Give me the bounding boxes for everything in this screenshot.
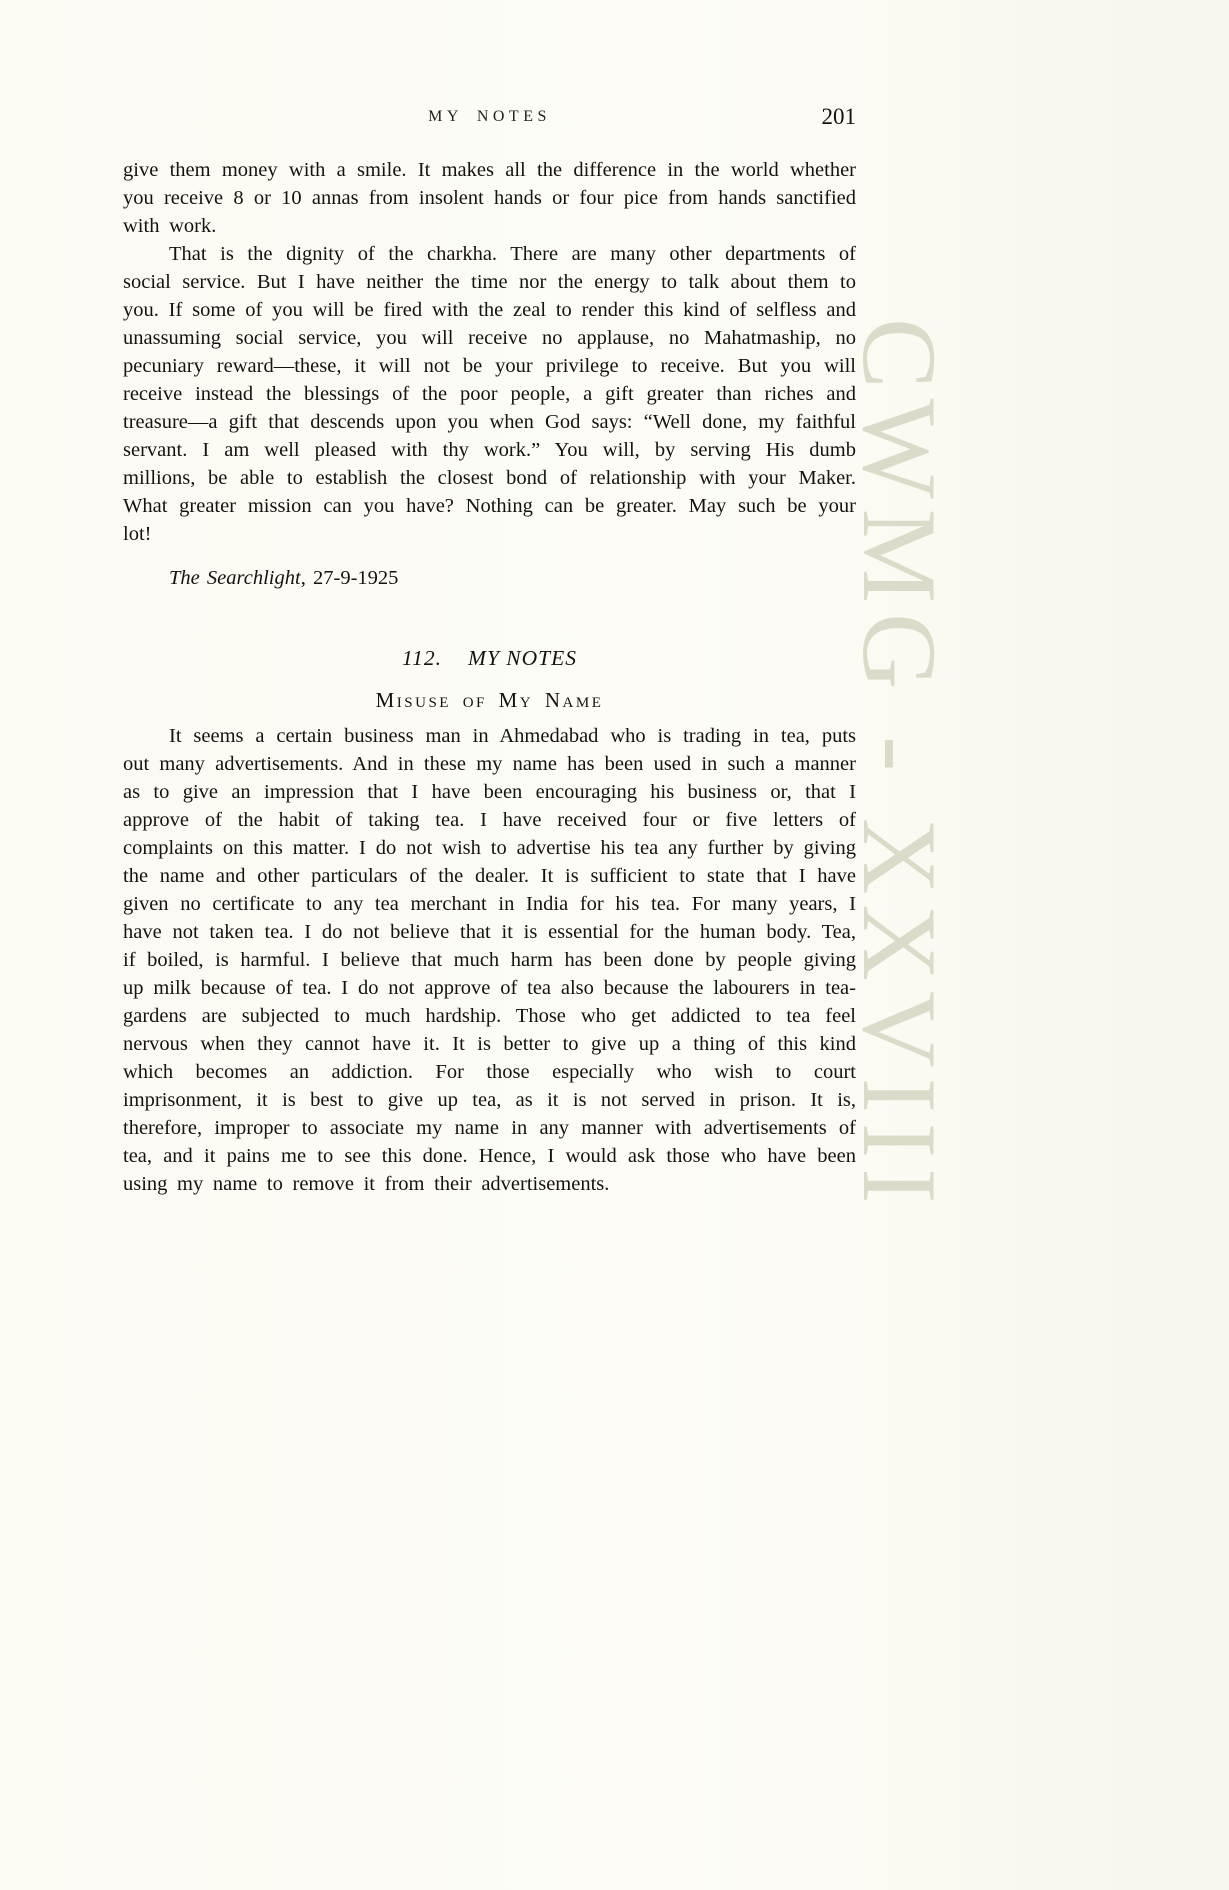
section-number: 112. [402, 646, 443, 670]
running-title: MY NOTES [428, 108, 551, 125]
page-content [123, 104, 856, 1198]
section-title: MY NOTES [468, 646, 577, 670]
page-body [123, 156, 856, 1198]
citation [123, 564, 856, 592]
page-number: 201 [821, 104, 856, 129]
section-subheading: Misuse of My Name [375, 688, 604, 712]
citation-date: , 27-9-1925 [300, 567, 399, 589]
paragraph-misuse-of-name: It seems a certain business man in Ahmedabad who is trading in tea, puts out many advertisements. And in these my name has been used in such a manner as to give an impression that I have been encouraging his business or, that I approve of the habit of taking tea. I have received four or five letters of complaints on this matter. I do not wish to advertise his tea any further by giving the name and other particulars of the dealer. It is sufficient to state that I have given no certificate to any tea merchant in India for his tea. For many years, I have not taken tea. I do not believe that it is essential for the human body. Tea, if boiled, is harmful. I believe that much harm has been done by people giving up milk because of tea. I do not approve of tea also because the labourers in tea-gardens are subjected to much hardship. Those who get addicted to tea feel nervous when they cannot have it. It is better to give up a thing of this kind which becomes an addiction. For those especially who wish to court imprisonment, it is best to give up tea, as it is not served in prison. It is, therefore, improper to associate my name in any manner with advertisements of tea, and it pains me to see this done. Hence, I would ask those who have been using my name to remove it from their advertisements. [123, 725, 856, 1195]
section-heading [123, 646, 856, 671]
volume-watermark: CWMG - XXVIII [841, 318, 958, 1214]
citation-source: The Searchlight [169, 567, 301, 589]
page-header [123, 104, 856, 138]
paragraph-continuation: give them money with a smile. It makes all the difference in the world whether you receive 8 or 10 annas from insolent hands or four pice from hands sanctified with work. [123, 159, 856, 237]
paragraph-charkha: That is the dignity of the charkha. There are many other departments of social service. But I have neither the time nor the energy to talk about them to you. If some of you will be fired with the zeal to render this kind of selfless and unassuming social service, you will receive no applause, no Mahatmaship, no pecuniary reward—these, it will not be your privilege to receive. But you will receive instead the blessings of the poor people, a gift greater than riches and treasure—a gift that descends upon you when God says: “Well done, my faithful servant. I am well pleased with thy work.” You will, by serving His dumb millions, be able to establish the closest bond of relationship with your Maker. What greater mission can you have? Nothing can be greater. May such be your lot! [123, 243, 856, 545]
